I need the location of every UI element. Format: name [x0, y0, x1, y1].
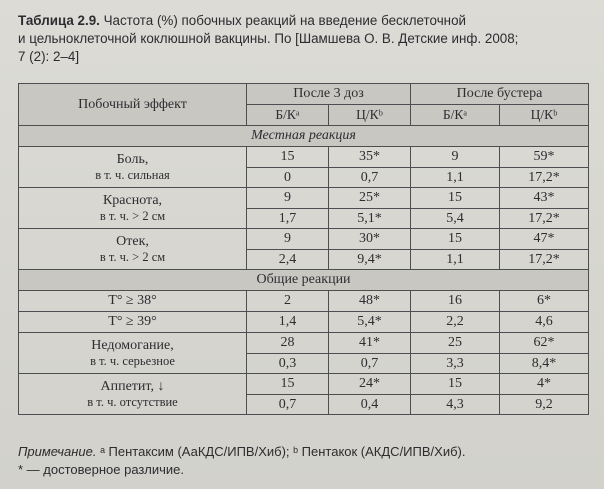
value-cell: 47*	[500, 229, 589, 250]
table-row	[19, 374, 589, 395]
effect-name: Отек,	[116, 233, 149, 249]
value-cell: 5,4*	[329, 312, 411, 333]
note-line-1	[18, 443, 588, 461]
subheader-ck-1: Ц/Кᵇ	[329, 105, 411, 126]
section-local-reaction: Местная реакция	[19, 126, 589, 147]
value-cell: 9	[411, 147, 500, 168]
value-cell: 43*	[500, 188, 589, 209]
effect-cell	[19, 188, 247, 229]
caption-line-1	[18, 12, 588, 30]
value-cell: 15	[411, 188, 500, 209]
value-cell: 1,4	[247, 312, 329, 333]
effect-subname: в т. ч. сильная	[95, 167, 170, 182]
value-cell: 17,2*	[500, 209, 589, 229]
effect-subname: в т. ч. > 2 см	[99, 208, 166, 223]
subheader-ck-2: Ц/Кᵇ	[500, 105, 589, 126]
value-cell: 41*	[329, 333, 411, 354]
effect-subname: в т. ч. > 2 см	[99, 249, 166, 264]
caption-label: Таблица 2.9.	[18, 13, 100, 28]
value-cell: 1,1	[411, 168, 500, 188]
table-row	[19, 147, 589, 168]
value-cell: 15	[411, 374, 500, 395]
effect-name: Аппетит, ↓	[100, 378, 165, 394]
value-cell: 30*	[329, 229, 411, 250]
value-cell: 5,4	[411, 209, 500, 229]
value-cell: 2,2	[411, 312, 500, 333]
value-cell: 9	[247, 229, 329, 250]
value-cell: 4,6	[500, 312, 589, 333]
value-cell: 9,4*	[329, 250, 411, 270]
value-cell: 6*	[500, 291, 589, 312]
effect-cell	[19, 374, 247, 415]
value-cell: 17,2*	[500, 250, 589, 270]
value-cell: 17,2*	[500, 168, 589, 188]
header-after-booster: После бустера	[411, 84, 589, 105]
table-row	[19, 333, 589, 354]
value-cell: 9,2	[500, 395, 589, 415]
caption-title-part1: Частота (%) побочных реакций на введение бесклеточной	[99, 13, 466, 28]
value-cell: 2,4	[247, 250, 329, 270]
value-cell: 4*	[500, 374, 589, 395]
table-caption	[18, 12, 588, 66]
value-cell: 8,4*	[500, 354, 589, 374]
value-cell: 0,3	[247, 354, 329, 374]
table-row	[19, 291, 589, 312]
value-cell: 0,7	[329, 168, 411, 188]
effect-cell	[19, 333, 247, 374]
table-row	[19, 188, 589, 209]
effect-cell	[19, 147, 247, 188]
subheader-bk-1: Б/Кᵃ	[247, 105, 329, 126]
value-cell: 48*	[329, 291, 411, 312]
effect-cell	[19, 229, 247, 270]
caption-line-3: 7 (2): 2–4]	[18, 49, 80, 64]
value-cell: 0	[247, 168, 329, 188]
value-cell: 16	[411, 291, 500, 312]
value-cell: 28	[247, 333, 329, 354]
header-effect: Побочный эффект	[19, 84, 247, 126]
value-cell: 0,7	[247, 395, 329, 415]
value-cell: 5,1*	[329, 209, 411, 229]
value-cell: 0,4	[329, 395, 411, 415]
value-cell: 35*	[329, 147, 411, 168]
header-after-3-doses: После 3 доз	[247, 84, 411, 105]
effect-name: T° ≥ 39°	[19, 312, 247, 333]
section-general-reactions: Общие реакции	[19, 270, 589, 291]
subheader-bk-2: Б/Кᵃ	[411, 105, 500, 126]
note-vaccines: ᵃ Пентаксим (АаКДС/ИПВ/Хиб); ᵇ Пентакок (АКДС/ИПВ/Хиб).	[96, 444, 466, 459]
value-cell: 4,3	[411, 395, 500, 415]
value-cell: 62*	[500, 333, 589, 354]
value-cell: 25	[411, 333, 500, 354]
value-cell: 15	[247, 374, 329, 395]
table-note	[18, 443, 588, 479]
value-cell: 15	[247, 147, 329, 168]
effect-name: Боль,	[116, 151, 149, 167]
caption-line-2: и цельноклеточной коклюшной вакцины. По [Шамшева О. В. Детские инф. 2008;	[18, 31, 519, 46]
reactions-table	[18, 83, 589, 415]
value-cell: 1,7	[247, 209, 329, 229]
value-cell: 25*	[329, 188, 411, 209]
table-row	[19, 229, 589, 250]
value-cell: 2	[247, 291, 329, 312]
value-cell: 3,3	[411, 354, 500, 374]
effect-name: Недомогание,	[91, 337, 174, 353]
effect-name: T° ≥ 38°	[19, 291, 247, 312]
value-cell: 9	[247, 188, 329, 209]
value-cell: 24*	[329, 374, 411, 395]
value-cell: 59*	[500, 147, 589, 168]
table-row	[19, 312, 589, 333]
effect-subname: в т. ч. отсутствие	[87, 394, 178, 409]
table-container	[18, 83, 588, 415]
value-cell: 1,1	[411, 250, 500, 270]
value-cell: 15	[411, 229, 500, 250]
note-line-2: * — достоверное различие.	[18, 462, 184, 477]
value-cell: 0,7	[329, 354, 411, 374]
note-label: Примечание.	[18, 444, 97, 459]
effect-name: Краснота,	[102, 192, 163, 208]
effect-subname: в т. ч. серьезное	[90, 353, 175, 368]
